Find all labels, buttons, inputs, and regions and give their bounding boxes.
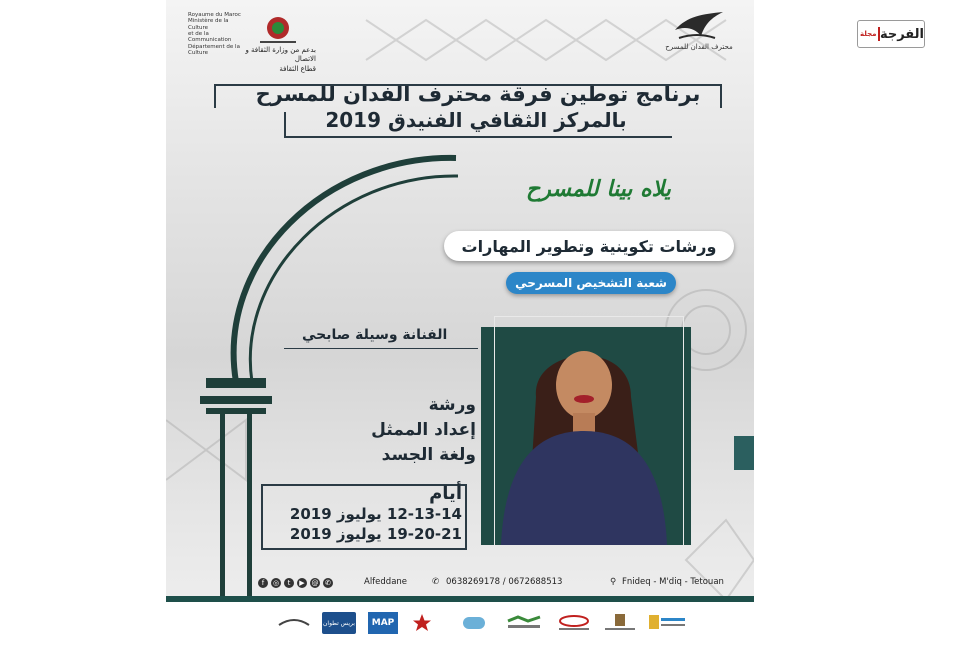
title-frame-top xyxy=(214,84,722,108)
pattern-tile xyxy=(734,436,754,470)
support-line: بدعم من وزارة الثقافة و الاتصال xyxy=(245,46,316,64)
sponsor-star-logo xyxy=(410,612,434,634)
title-frame-bottom xyxy=(284,112,672,138)
facebook-icon[interactable]: f xyxy=(258,578,268,588)
site-logo-bar xyxy=(878,27,879,41)
support-line: قطاع الثقافة xyxy=(279,64,316,73)
workshop-title xyxy=(366,393,476,468)
sponsor-mark xyxy=(555,613,593,633)
sponsor-mark xyxy=(647,612,687,634)
poster xyxy=(166,0,754,646)
sponsor-logo xyxy=(276,612,312,634)
sponsor-mark xyxy=(277,615,311,631)
email-icon[interactable]: @ xyxy=(311,579,319,587)
twitter-icon[interactable]: t xyxy=(284,578,294,588)
sponsor-logo xyxy=(646,612,688,634)
site-logo-tag: مجلة xyxy=(860,30,877,38)
site-logo[interactable] xyxy=(857,20,925,48)
brand-logo xyxy=(664,8,734,64)
sponsor-mark xyxy=(601,612,639,634)
title-line-1: برنامج توطين فرقة محترف الفدان للمسرح xyxy=(255,82,701,106)
photo-frame xyxy=(494,316,684,550)
sponsor-map: MAP xyxy=(368,612,398,634)
days-title: أيام xyxy=(429,483,462,504)
site-logo-name: الفرجة xyxy=(879,26,924,42)
youtube-icon[interactable]: ▶ xyxy=(297,578,307,588)
artist-underline xyxy=(284,348,478,349)
workshop-line: ورشة xyxy=(428,395,476,415)
sponsor-logo xyxy=(456,612,492,634)
ministry-line: et de la Communication xyxy=(188,30,232,44)
branch-pill: شعبة التشخيص المسرحي xyxy=(506,272,676,294)
tagline: يلاه بينا للمسرح xyxy=(526,176,671,202)
support-text xyxy=(226,46,316,74)
bird-icon xyxy=(669,8,729,44)
whatsapp-icon[interactable]: ✆ xyxy=(323,578,333,588)
brand-name: محترف الفدان للمسرح xyxy=(665,43,733,51)
location-icon: ⚲ xyxy=(610,577,617,587)
sponsor-mark xyxy=(459,613,489,633)
phone-icon: ✆ xyxy=(432,577,440,587)
ministry-line: Département de la Culture xyxy=(188,43,240,56)
star-icon xyxy=(412,613,432,633)
workshop-line: ولغة الجسد xyxy=(381,445,476,465)
ministry-line: Royaume du Maroc xyxy=(188,12,241,18)
date-line-1: 12-13-14 يوليوز 2019 xyxy=(289,505,462,523)
ministry-line: Ministère de la Culture xyxy=(188,18,229,31)
artist-name: الفنانة وسيلة صابحي xyxy=(302,327,448,343)
sponsor-mark xyxy=(504,613,544,633)
contact-phones: 0638269178 / 0672688513 xyxy=(446,577,563,587)
instagram-icon[interactable]: ◎ xyxy=(272,579,280,587)
contact-location: Fnideq - M'diq - Tetouan xyxy=(622,577,724,587)
sponsor-logo xyxy=(600,612,640,634)
workshops-pill: ورشات تكوينية وتطوير المهارات xyxy=(444,231,734,261)
title-line-2: بالمركز الثقافي الفنيدق 2019 xyxy=(325,108,627,132)
contact-handle: Alfeddane xyxy=(364,577,408,587)
workshop-line: إعداد الممثل xyxy=(371,420,476,440)
date-line-2: 19-20-21 يوليوز 2019 xyxy=(289,525,462,543)
sponsor-logo xyxy=(502,612,546,634)
sponsor-logo xyxy=(554,612,594,634)
sponsor-press: بريس تطوان xyxy=(322,612,356,634)
social-icons xyxy=(258,578,333,588)
